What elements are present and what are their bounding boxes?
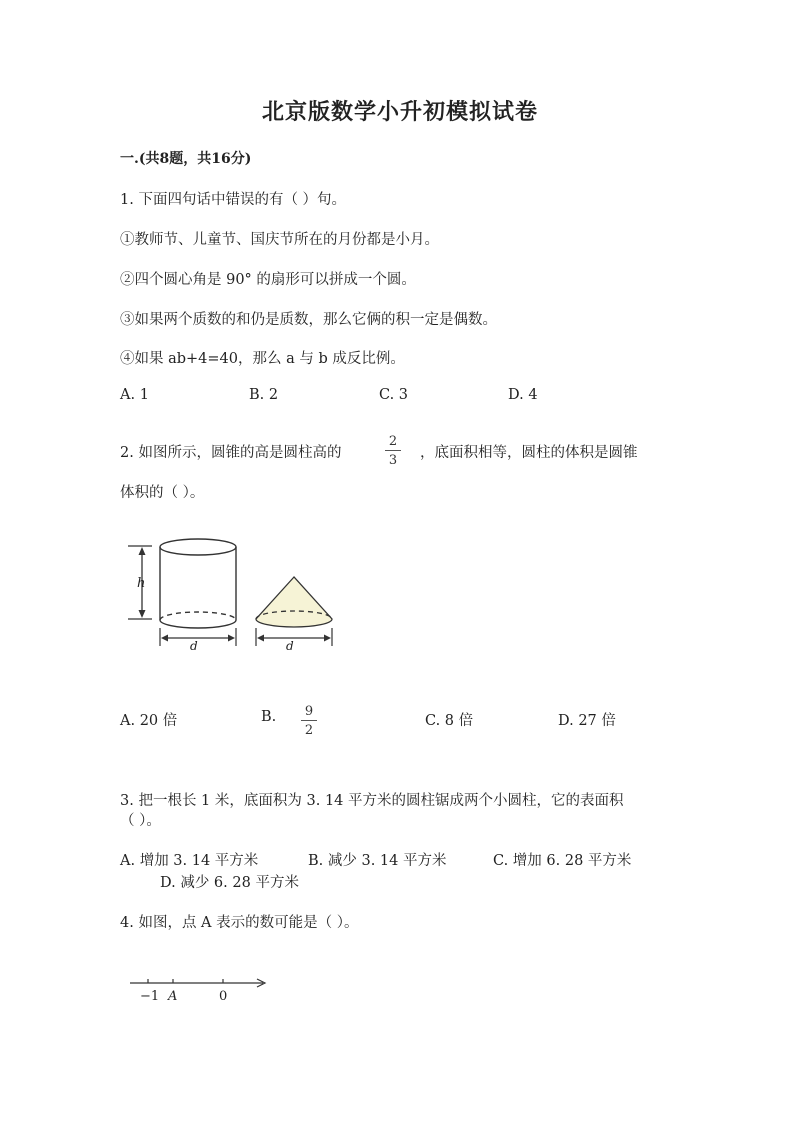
cone-diameter-arrow: [256, 628, 332, 646]
cylinder: [160, 539, 236, 628]
question-3-stem-line-2: （ ）。: [120, 813, 161, 829]
question-2-stem-line-2: 体积的（ ）。: [120, 485, 205, 501]
question-2-option-b[interactable]: B.: [261, 709, 277, 725]
question-2-option-a[interactable]: A. 20 倍: [120, 713, 178, 729]
question-1-option-a[interactable]: A. 1: [120, 387, 149, 403]
cylinder-diameter-arrow: [160, 628, 236, 646]
number-line: [125, 970, 275, 1010]
question-1-statement-3: ③如果两个质数的和仍是质数，那么它俩的积一定是偶数。: [120, 312, 497, 328]
fraction-denominator: 2: [304, 723, 314, 738]
question-4-stem: 4. 如图，点 A 表示的数可能是（ ）。: [120, 915, 359, 931]
question-1-option-c[interactable]: C. 3: [379, 387, 409, 403]
question-1-statement-1: ①教师节、儿童节、国庆节所在的月份都是小月。: [120, 232, 439, 248]
height-label: h: [137, 576, 146, 591]
fraction-denominator: 3: [388, 453, 398, 468]
question-3-option-d[interactable]: D. 减少 6. 28 平方米: [160, 875, 299, 891]
fraction-numerator: 2: [388, 434, 398, 449]
question-3-stem: 3. 把一根长 1 米，底面积为 3. 14 平方米的圆柱锯成两个小圆柱，它的表面积: [120, 793, 624, 809]
label-zero: 0: [219, 989, 228, 1004]
page-title: 北京版数学小升初模拟试卷: [261, 99, 538, 125]
cylinder-diameter-label: d: [190, 639, 198, 653]
question-3-option-a[interactable]: A. 增加 3. 14 平方米: [120, 853, 259, 869]
question-2-option-c[interactable]: C. 8 倍: [425, 713, 474, 729]
fraction-numerator: 9: [304, 704, 314, 719]
question-2-fraction: [385, 434, 401, 468]
question-2-stem-end: ，底面积相等，圆柱的体积是圆锥: [420, 445, 638, 461]
question-2-option-b-fraction: [301, 704, 317, 738]
cylinder-cone-figure: [120, 530, 350, 660]
question-1-stem: 1. 下面四句话中错误的有（ ）句。: [120, 192, 347, 208]
question-2-option-d[interactable]: D. 27 倍: [558, 713, 616, 729]
question-1-option-b[interactable]: B. 2: [249, 387, 279, 403]
question-3-option-b[interactable]: B. 减少 3. 14 平方米: [308, 853, 447, 869]
label-point-a: A: [168, 989, 178, 1004]
question-1-statement-4: ④如果 ab+4=40，那么 a 与 b 成反比例。: [120, 351, 405, 367]
question-1-option-d[interactable]: D. 4: [508, 387, 538, 403]
cone-diameter-label: d: [286, 639, 294, 653]
cone: [256, 577, 332, 627]
question-2-stem-start: 2. 如图所示，圆锥的高是圆柱高的: [120, 445, 342, 461]
section-heading: 一.(共8题，共16分): [120, 151, 252, 167]
question-3-option-c[interactable]: C. 增加 6. 28 平方米: [493, 853, 632, 869]
question-1-statement-2: ②四个圆心角是 90° 的扇形可以拼成一个圆。: [120, 272, 416, 288]
label-neg-one: −1: [140, 989, 160, 1004]
